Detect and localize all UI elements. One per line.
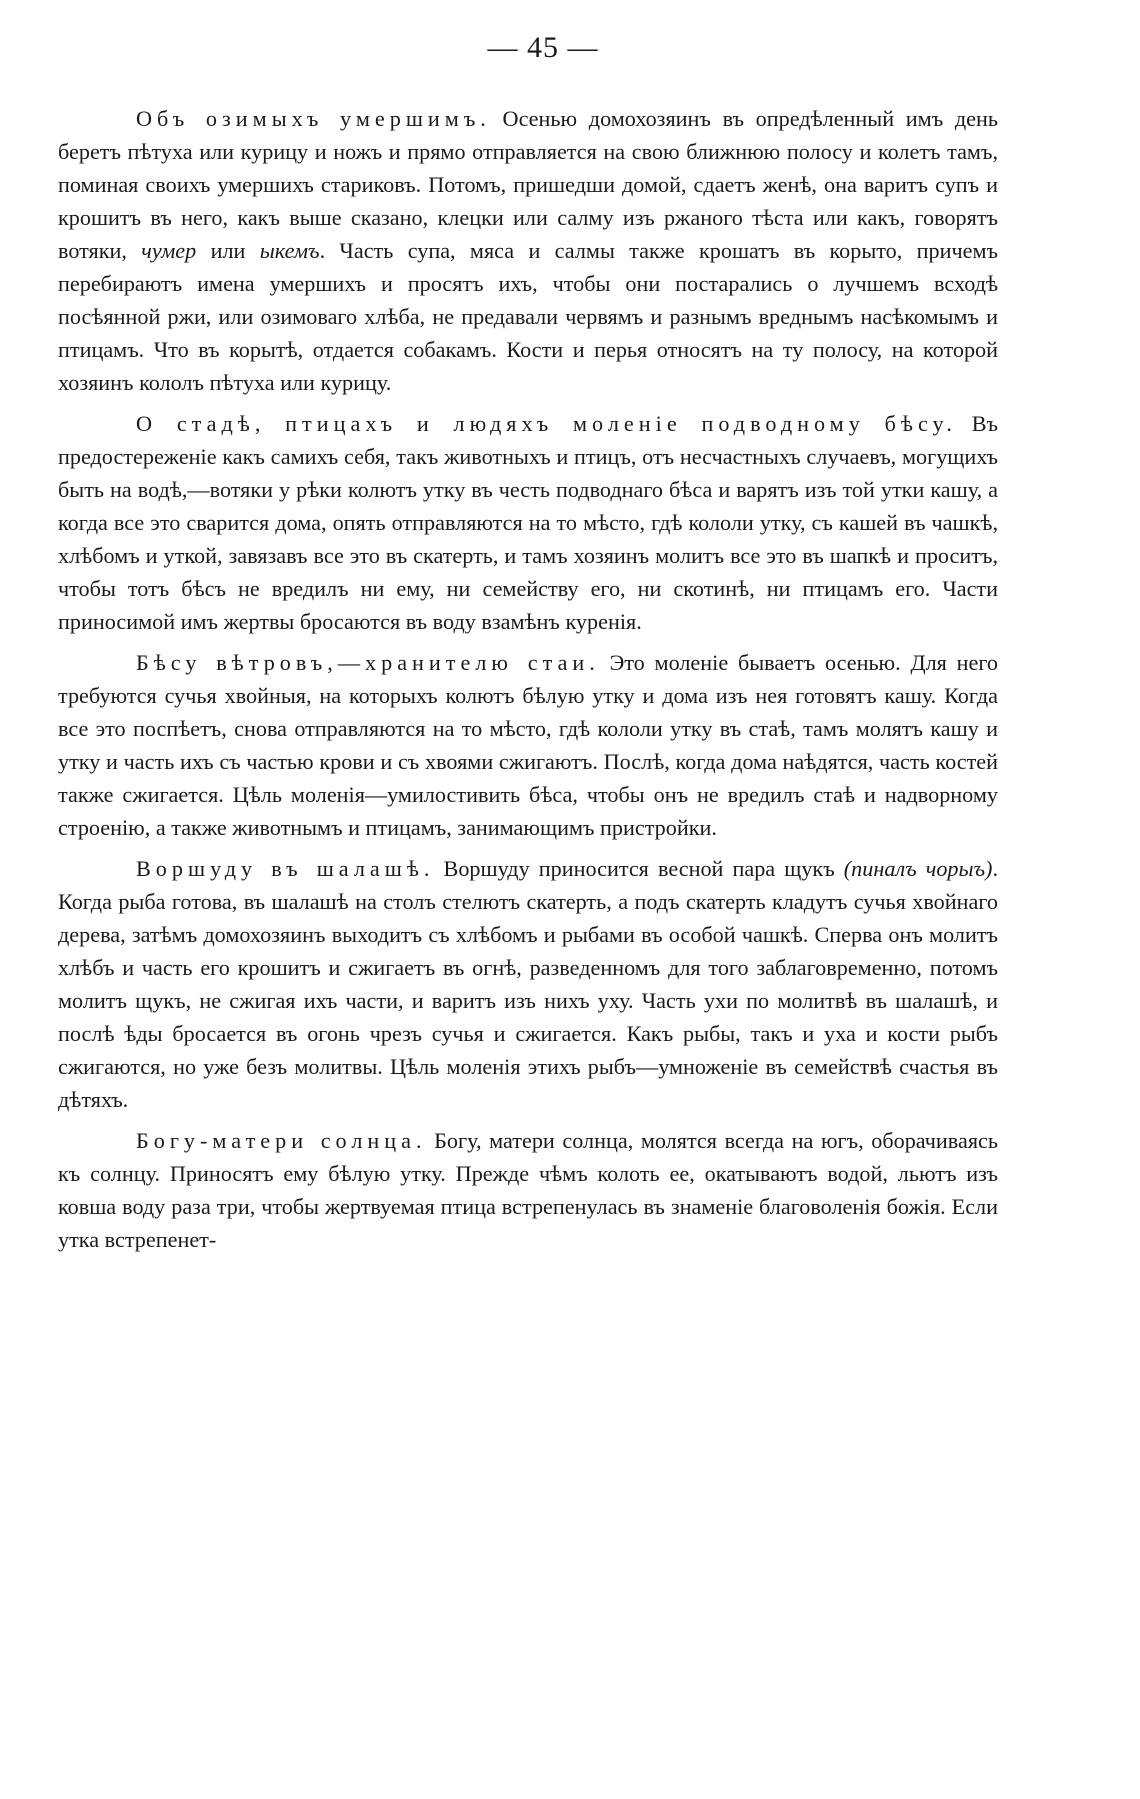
page-number: — 45 — bbox=[487, 31, 599, 64]
paragraph-text: или bbox=[196, 238, 260, 263]
paragraph-text: Осенью домохозяинъ въ опредѣленный имъ день беретъ пѣтуха или курицу и ножъ и прямо отправляется на свою ближнюю полосу и колетъ тамъ, поминая своихъ умершихъ стариковъ. Потомъ, пришедши домой, сдаетъ женѣ, она варитъ супъ и крошитъ въ него, какъ выше сказано, клецки или салму изъ ржаного тѣста или какъ, говорятъ вотяки, bbox=[58, 106, 998, 263]
paragraph-wind-demon bbox=[58, 646, 998, 844]
paragraph-heading: Бѣсу вѣтровъ,—хранителю стаи. bbox=[136, 650, 600, 675]
paragraph-sun-mother bbox=[58, 1124, 998, 1256]
paragraph-water-demon bbox=[58, 407, 998, 638]
italic-term: ыкемъ bbox=[259, 238, 320, 263]
paragraph-heading: О стадѣ, птицахъ и людяхъ моленіе подводному бѣсу. bbox=[136, 411, 957, 436]
paragraph-text: Воршуду приносится весной пара щукъ bbox=[434, 856, 844, 881]
paragraph-text: . Часть супа, мяса и салмы также крошатъ въ корыто, причемъ перебираютъ имена умершихъ и просятъ ихъ, чтобы они постарались о лучшемъ всходѣ посѣянной ржи, или озимоваго хлѣба, не предавали червямъ и разнымъ вреднымъ насѣкомымъ и птицамъ. Что въ корытѣ, отдается собакамъ. Кости и перья относятъ на ту полосу, на которой хозяинъ кололъ пѣтуха или курицу. bbox=[58, 238, 999, 395]
paragraph-heading: Объ озимыхъ умершимъ. bbox=[136, 106, 491, 131]
paragraph-text: Богу, матери солнца, молятся всегда на югъ, оборачиваясь къ солнцу. Приносятъ ему бѣлую утку. Прежде чѣмъ колоть ее, окатываютъ водой, льютъ изъ ковша воду раза три, чтобы жертвуемая птица встрепенулась въ знаменіе благоволенія божія. Если утка встрепенет- bbox=[58, 1128, 998, 1252]
page bbox=[58, 30, 998, 1264]
paragraph-vorshud-hut bbox=[58, 852, 998, 1116]
paragraph-heading: Богу-матери солнца. bbox=[136, 1128, 427, 1153]
paragraph-text: Въ предостереженіе какъ самихъ себя, такъ животныхъ и птицъ, отъ несчастныхъ случаевъ, могущихъ быть на водѣ,—вотяки у рѣки колютъ утку въ честь подводнаго бѣса и варятъ изъ той утки кашу, а когда все это сварится дома, опять отправляются на то мѣсто, гдѣ кололи утку, съ кашей въ чашкѣ, хлѣбомъ и уткой, завязавъ все это въ скатерть, и тамъ хозяинъ молитъ все это въ шапкѣ и проситъ, чтобы тотъ бѣсъ не вредилъ ни ему, ни семейству его, ни скотинѣ, ни птицамъ его. Части приносимой имъ жертвы бросаются въ воду взамѣнъ куренія. bbox=[58, 411, 999, 634]
paragraph-text: Это моленіе бываетъ осенью. Для него требуются сучья хвойныя, на которыхъ колютъ бѣлую утку и дома изъ нея готовятъ кашу. Когда все это поспѣетъ, снова отправляются на то мѣсто, гдѣ кололи утку въ стаѣ, тамъ молятъ кашу и утку и часть ихъ съ частью крови и съ хвоями сжигаютъ. Послѣ, когда дома наѣдятся, часть костей также сжигается. Цѣль моленія—умилостивить бѣса, чтобы онъ не вредилъ стаѣ и надворному строенію, а также животнымъ и птицамъ, занимающимъ пристройки. bbox=[58, 650, 998, 840]
paragraph-winter-crops bbox=[58, 102, 998, 399]
italic-term: чумер bbox=[141, 238, 197, 263]
italic-term: (пиналъ чорыъ) bbox=[843, 856, 993, 881]
paragraph-text: . Когда рыба готова, въ шалашѣ на столъ стелютъ скатерть, а подъ скатерть кладутъ сучья хвойнаго дерева, затѣмъ домохозяинъ выходитъ съ хлѣбомъ и рыбами въ особой чашкѣ. Сперва онъ молитъ хлѣбъ и часть его крошитъ и сжигаетъ въ огнѣ, разведенномъ для того заблаговременно, потомъ молитъ щукъ, не сжигая ихъ части, и варитъ изъ нихъ уху. Часть ухи по молитвѣ въ шалашѣ, и послѣ ѣды бросается въ огонь чрезъ сучья и сжигается. Какъ рыбы, такъ и уха и кости рыбъ сжигаются, но уже безъ молитвы. Цѣль моленія этихъ рыбъ—умноженіе въ семействѣ счастья въ дѣтяхъ. bbox=[58, 856, 998, 1112]
paragraph-heading: Воршуду въ шалашѣ. bbox=[136, 856, 435, 881]
